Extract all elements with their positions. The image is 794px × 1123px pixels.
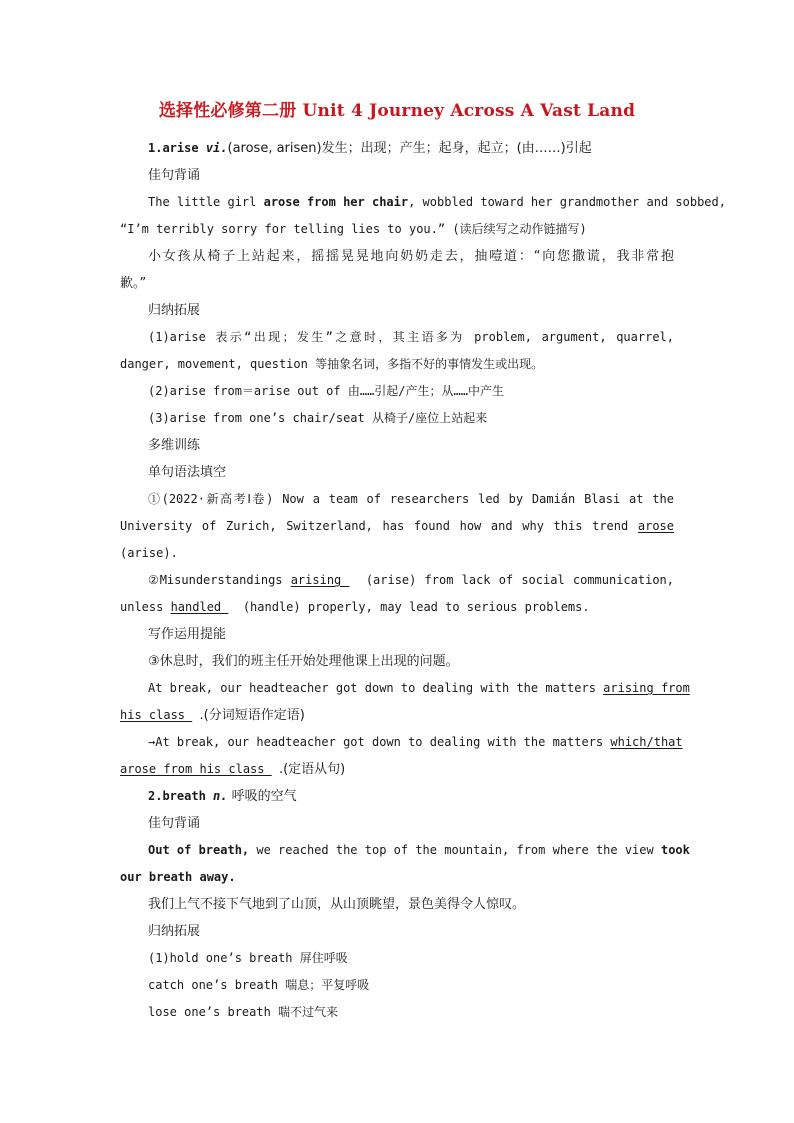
exercise-answer-line: arose from his class .(定语从句): [120, 762, 346, 777]
subsection-heading: 单句语法填空: [148, 465, 227, 480]
phrase-item: catch one’s breath 喘息；平复呼吸: [148, 978, 370, 992]
usage-note: (3)arise from one’s chair/seat 从椅子/座位上站起来: [148, 411, 488, 425]
document-page: [120, 96, 726, 1026]
answer-blank: arising from: [603, 681, 690, 695]
page-title: 选择性必修第二册 Unit 4 Journey Across A Vast Land: [158, 101, 636, 121]
example-sentence-line: our breath away.: [120, 870, 236, 884]
exercise-answer-line: →At break, our headteacher got down to dealing with the matters which/that: [148, 735, 683, 749]
translation-line: 小女孩从椅子上站起来，摇摇晃晃地向奶奶走去，抽噎道：“向您撒谎，我非常抱: [148, 249, 674, 264]
exercise-question: unless handled (handle) properly, may lead to serious problems.: [120, 600, 590, 614]
usage-note: (1)arise 表示“出现；发生”之意时，其主语多为 problem, argument, quarrel,: [148, 330, 674, 344]
section-heading: 归纳拓展: [148, 303, 201, 318]
section-heading: 佳句背诵: [148, 168, 201, 183]
answer-blank: which/that: [610, 735, 683, 749]
headword: 1.arise: [148, 141, 199, 155]
exercise-question: (arise).: [120, 546, 178, 560]
answer-blank: his class: [120, 708, 193, 722]
answer-blank: arose from his class: [120, 762, 272, 776]
phrase-item: lose one’s breath 喘不过气来: [148, 1005, 339, 1019]
headword-definition: 呼吸的空气: [227, 789, 297, 804]
usage-note: danger, movement, question 等抽象名词，多指不好的事情发生或出现。: [120, 357, 544, 371]
example-sentence-line: Out of breath, we reached the top of the mountain, from where the view took: [148, 843, 690, 857]
highlighted-phrase: arose from her chair: [263, 195, 409, 209]
highlighted-phrase: took: [660, 843, 690, 857]
usage-note: (2)arise from＝arise out of 由……引起/产生；从……中产生: [148, 384, 504, 398]
headword: 2.breath: [148, 789, 206, 803]
example-sentence-line: “I’m terribly sorry for telling lies to you.” (读后续写之动作链描写): [120, 222, 587, 236]
exercise-answer-line: At break, our headteacher got down to dealing with the matters arising from: [148, 681, 690, 695]
translation-line: 我们上气不接下气地到了山顶，从山顶眺望，景色美得令人惊叹。: [148, 897, 526, 912]
phrase-item: (1)hold one’s breath 屏住呼吸: [148, 951, 348, 965]
translation-line: 歉。”: [120, 276, 147, 291]
exercise-prompt: ③休息时，我们的班主任开始处理他课上出现的问题。: [148, 654, 459, 669]
exercise-question: ②Misunderstandings arising (arise) from lack of social communication,: [148, 573, 674, 587]
entry-arise-headword: [120, 135, 674, 162]
exercise-answer-line: his class .(分词短语作定语): [120, 708, 305, 723]
answer-blank: handled: [170, 600, 229, 614]
headword-definition: (arose, arisen)发生；出现；产生；起身，起立；(由……)引起: [227, 141, 592, 156]
answer-blank: arose: [637, 519, 674, 533]
subsection-heading: 写作运用提能: [148, 627, 227, 642]
exercise-question: University of Zurich, Switzerland, has found how and why this trend arose: [120, 519, 674, 533]
part-of-speech: vi.: [205, 141, 228, 155]
section-heading: 归纳拓展: [148, 924, 201, 939]
entry-breath-headword: [120, 783, 674, 810]
exercise-question: ①(2022·新高考Ⅰ卷) Now a team of researchers led by Damián Blasi at the: [148, 492, 674, 506]
section-heading: 佳句背诵: [148, 816, 201, 831]
highlighted-phrase: Out of breath,: [148, 843, 250, 857]
answer-blank: arising: [290, 573, 350, 587]
part-of-speech: n.: [213, 789, 228, 803]
example-sentence-line: The little girl arose from her chair, wobbled toward her grandmother and sobbed,: [148, 195, 726, 209]
section-heading: 多维训练: [148, 438, 201, 453]
